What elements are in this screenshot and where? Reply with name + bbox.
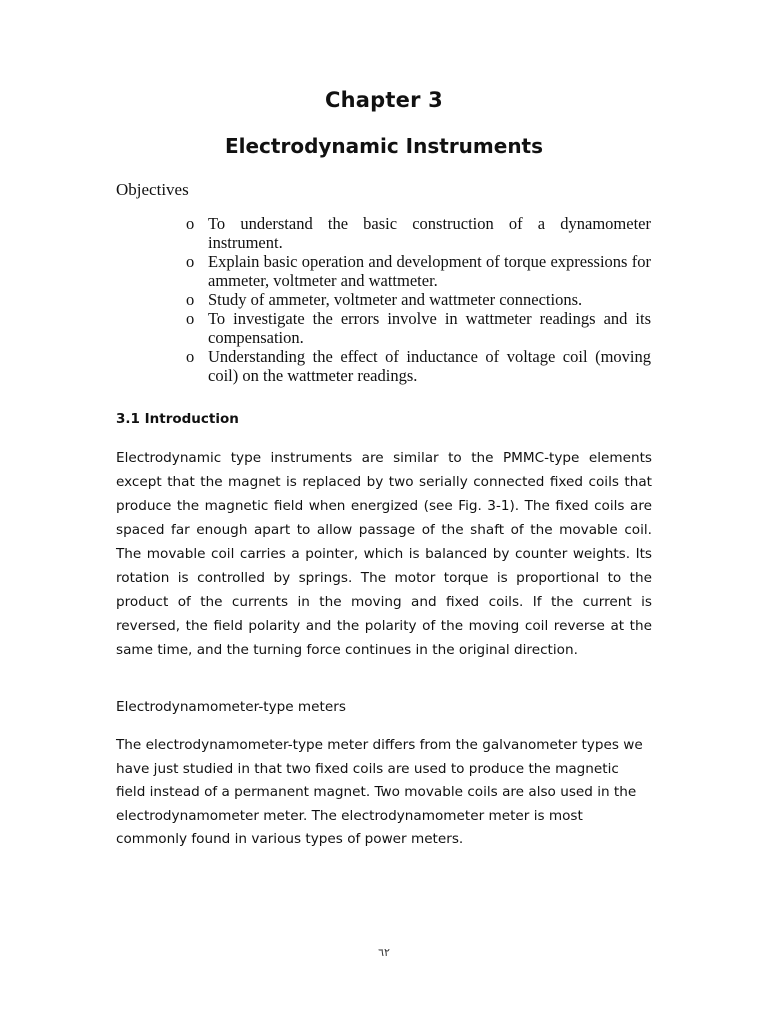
objective-text: To understand the basic construction of a dynamometer instrument. [208, 214, 651, 252]
objective-item [186, 309, 651, 347]
objectives-list [186, 214, 651, 385]
objectives-heading: Objectives [116, 180, 189, 199]
bullet-icon: o [186, 252, 195, 271]
objective-text: Explain basic operation and development of torque expressions for ammeter, voltmeter and wattmeter. [208, 252, 651, 290]
objective-item [186, 347, 651, 385]
section-heading-introduction: 3.1 Introduction [116, 411, 239, 427]
bullet-icon: o [186, 309, 195, 328]
objective-item [186, 252, 651, 290]
bullet-icon: o [186, 214, 195, 233]
objective-text: Study of ammeter, voltmeter and wattmeter connections. [208, 290, 583, 309]
meters-paragraph: The electrodynamometer-type meter differs from the galvanometer types we have just studied in that two fixed coils are used to produce the magnetic field instead of a permanent magnet. Two movable coils are also used in the electrodynamometer meter. The electrodynamometer meter is most commonly found in various types of power meters. [116, 737, 643, 848]
objective-item [186, 214, 651, 252]
subheading-electrodynamometer-meters: Electrodynamometer-type meters [116, 699, 346, 715]
chapter-title: Electrodynamic Instruments [224, 134, 544, 158]
bullet-icon: o [186, 347, 195, 366]
chapter-label: Chapter 3 [325, 88, 443, 112]
bullet-icon: o [186, 290, 195, 309]
introduction-paragraph: Electrodynamic type instruments are similar to the PMMC-type elements except that the magnet is replaced by two serially connected fixed coils that produce the magnetic field when energized (see Fig. 3-1). The fixed coils are spaced far enough apart to allow passage of the shaft of the movable coil. The movable coil carries a pointer, which is balanced by counter weights. Its rotation is controlled by springs. The motor torque is proportional to the product of the currents in the moving and fixed coils. If the current is reversed, the field polarity and the polarity of the moving coil reverse at the same time, and the turning force continues in the original direction. [116, 450, 652, 658]
page-number: ٦٢ [378, 946, 390, 959]
objective-text: To investigate the errors involve in wattmeter readings and its compensation. [208, 309, 651, 347]
objective-text: Understanding the effect of inductance of voltage coil (moving coil) on the wattmeter readings. [208, 347, 651, 385]
objective-item [186, 290, 651, 309]
